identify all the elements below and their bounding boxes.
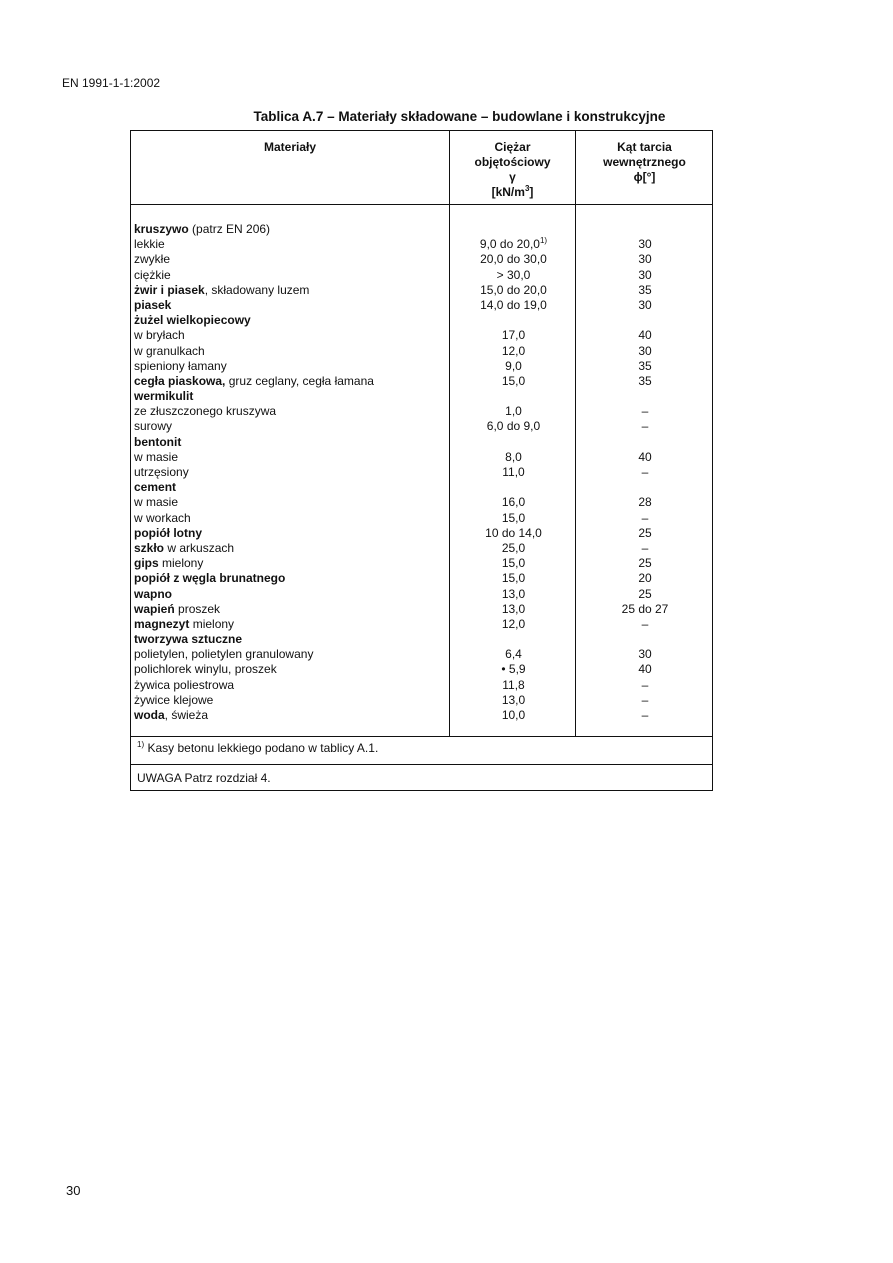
friction-angle-cell: – <box>641 708 649 722</box>
unit-weight-cell: 20,0 do 30,0 <box>480 252 547 267</box>
material-name-cell: ciężkie <box>134 267 171 282</box>
table-note: UWAGA Patrz rozdział 4. <box>137 771 271 785</box>
unit-weight-cell: 15,0 do 20,0 <box>480 282 547 297</box>
friction-angle-cell: – <box>641 540 649 555</box>
friction-angle-cell: 30 <box>638 343 652 358</box>
unit-weight-cell: 11,0 <box>502 465 525 479</box>
table-row <box>131 298 712 313</box>
header-friction-angle-symbol: ϕ[°] <box>633 170 656 184</box>
material-name-cell: magnezyt mielony <box>134 616 235 631</box>
table-row <box>131 526 712 541</box>
table-row <box>131 678 712 693</box>
table-row <box>131 313 712 328</box>
header-friction-angle-line2: wewnętrznego <box>603 155 686 169</box>
unit-weight-cell: 25,0 <box>501 540 526 555</box>
unit-weight-cell: 14,0 do 19,0 <box>480 297 547 312</box>
material-name-cell: spieniony łamany <box>134 358 227 373</box>
material-name-cell: bentonit <box>134 434 182 449</box>
friction-angle-cell: – <box>641 465 649 479</box>
material-name-cell: cement <box>134 480 177 495</box>
table-row <box>131 602 712 617</box>
unit-weight-cell: 13,0 <box>501 601 526 616</box>
header-divider <box>131 204 712 205</box>
unit-weight-cell: 12,0 <box>501 343 526 358</box>
friction-angle-cell: 25 do 27 <box>621 601 669 616</box>
header-friction-angle <box>576 140 713 185</box>
material-name-cell: w masie <box>134 449 179 464</box>
material-name-cell: w masie <box>134 495 179 510</box>
table-row <box>131 480 712 495</box>
unit-weight-cell: 9,0 do 20,0$^{1)}$ <box>479 236 548 252</box>
table-title: Tablica A.7 – Materiały składowane – budowlane i konstrukcyjne <box>253 109 666 124</box>
unit-weight-cell: 17,0 <box>501 328 526 343</box>
note-divider <box>131 764 712 765</box>
friction-angle-cell: 30 <box>638 237 652 252</box>
table-row <box>131 419 712 434</box>
unit-weight-cell: 16,0 <box>501 495 526 510</box>
friction-angle-cell: – <box>641 616 649 631</box>
friction-angle-cell: 30 <box>638 297 652 312</box>
document-code: EN 1991-1-1:2002 <box>62 76 161 90</box>
unit-weight-cell: > 30,0 <box>496 267 531 282</box>
friction-angle-cell: 35 <box>638 282 652 297</box>
material-name-cell: wermikulit <box>134 389 194 404</box>
material-name-cell: w granulkach <box>134 343 205 358</box>
material-name-cell: żywica poliestrowa <box>134 677 235 692</box>
friction-angle-cell: 40 <box>638 449 652 464</box>
friction-angle-cell: 30 <box>638 647 652 662</box>
friction-angle-cell: 20 <box>638 571 652 586</box>
table-row <box>131 237 712 252</box>
unit-weight-cell: 15,0 <box>501 373 526 388</box>
friction-angle-cell: – <box>641 677 649 692</box>
footnote-divider <box>131 736 712 737</box>
friction-angle-cell: 40 <box>638 662 652 677</box>
header-unit-weight-line1: Ciężar <box>494 140 531 154</box>
material-name-cell: zwykłe <box>134 252 171 267</box>
friction-angle-cell: 28 <box>638 495 652 510</box>
page-number: 30 <box>66 1183 81 1198</box>
unit-weight-cell: 10,0 <box>501 708 526 722</box>
material-name-cell: wapno <box>134 586 172 601</box>
friction-angle-cell: – <box>641 692 649 707</box>
table-row <box>131 374 712 389</box>
table-row <box>131 283 712 298</box>
material-name-cell: popiół z węgla brunatnego <box>134 571 286 586</box>
unit-weight-cell: 6,4 <box>505 647 522 662</box>
material-name-cell: żużel wielkopiecowy <box>134 313 251 328</box>
unit-weight-cell: • 5,9 <box>501 662 526 677</box>
friction-angle-cell: 35 <box>638 373 652 388</box>
material-name-cell: kruszywo (patrz EN 206) <box>134 222 271 236</box>
material-name-cell: szkło w arkuszach <box>134 540 235 555</box>
unit-weight-cell: 10 do 14,0 <box>485 525 542 540</box>
unit-weight-cell: 15,0 <box>501 571 526 586</box>
table-row <box>131 268 712 283</box>
table-row <box>131 359 712 374</box>
material-name-cell: popiół lotny <box>134 525 202 540</box>
header-unit-weight <box>450 140 575 200</box>
table-row <box>131 632 712 647</box>
friction-angle-cell: 30 <box>638 267 652 282</box>
table-row <box>131 450 712 465</box>
table-row <box>131 404 712 419</box>
unit-weight-cell: 15,0 <box>501 556 526 571</box>
material-name-cell: woda, świeża <box>134 708 209 722</box>
friction-angle-cell: – <box>641 510 649 525</box>
table-row <box>131 222 712 237</box>
friction-angle-cell: – <box>641 419 649 434</box>
material-name-cell: cegła piaskowa, gruz ceglany, cegła łamana <box>134 373 374 388</box>
table-row <box>131 571 712 586</box>
table-footnote: $^{1)}$ Kasy betonu lekkiego podano w tablicy A.1. <box>137 740 379 755</box>
unit-weight-cell: 13,0 <box>501 586 526 601</box>
material-name-cell: tworzywa sztuczne <box>134 632 243 647</box>
table-row <box>131 495 712 510</box>
table-row <box>131 511 712 526</box>
material-name-cell: surowy <box>134 419 173 434</box>
unit-weight-cell: 11,8 <box>502 677 525 692</box>
friction-angle-cell: 35 <box>638 358 652 373</box>
table-row <box>131 662 712 677</box>
table-row <box>131 389 712 404</box>
material-name-cell: w workach <box>134 510 191 525</box>
table-row <box>131 708 712 723</box>
unit-weight-cell: 8,0 <box>505 449 522 464</box>
unit-weight-cell: 6,0 do 9,0 <box>486 419 541 434</box>
table-row <box>131 587 712 602</box>
friction-angle-cell: – <box>641 404 649 419</box>
material-name-cell: utrzęsiony <box>134 465 189 479</box>
table-row <box>131 328 712 343</box>
material-name-cell: żywice klejowe <box>134 692 214 707</box>
material-name-cell: żwir i piasek, składowany luzem <box>134 282 310 297</box>
material-name-cell: w bryłach <box>134 328 185 343</box>
table-row <box>131 252 712 267</box>
unit-weight-cell: 12,0 <box>501 616 526 631</box>
material-name-cell: polietylen, polietylen granulowany <box>134 647 314 662</box>
table-row <box>131 617 712 632</box>
material-name-cell: piasek <box>134 297 172 312</box>
table-row <box>131 541 712 556</box>
material-name-cell: polichlorek winylu, proszek <box>134 662 277 677</box>
table-row <box>131 647 712 662</box>
table-row <box>131 465 712 480</box>
table-row <box>131 556 712 571</box>
header-unit-weight-line2: objętościowy <box>474 155 551 169</box>
unit-weight-cell: 15,0 <box>501 510 526 525</box>
friction-angle-cell: 40 <box>638 328 652 343</box>
unit-weight-cell: 13,0 <box>501 692 526 707</box>
table-body <box>131 222 712 723</box>
header-unit-weight-unit: $[kN/m^3]$ <box>491 184 534 199</box>
header-unit-weight-symbol: γ <box>509 170 516 184</box>
header-materials: Materiały <box>263 140 317 154</box>
material-name-cell: wapień proszek <box>134 601 221 616</box>
material-name-cell: lekkie <box>134 237 165 252</box>
material-name-cell: ze złuszczonego kruszywa <box>134 404 277 419</box>
header-friction-angle-line1: Kąt tarcia <box>617 140 672 154</box>
table-row <box>131 344 712 359</box>
friction-angle-cell: 30 <box>638 252 652 267</box>
friction-angle-cell: 25 <box>638 556 652 571</box>
table-row <box>131 435 712 450</box>
materials-table <box>130 130 713 791</box>
friction-angle-cell: 25 <box>638 525 652 540</box>
table-row <box>131 693 712 708</box>
friction-angle-cell: 25 <box>638 586 652 601</box>
unit-weight-cell: 9,0 <box>505 358 522 373</box>
unit-weight-cell: 1,0 <box>505 404 522 419</box>
material-name-cell: gips mielony <box>134 556 204 571</box>
